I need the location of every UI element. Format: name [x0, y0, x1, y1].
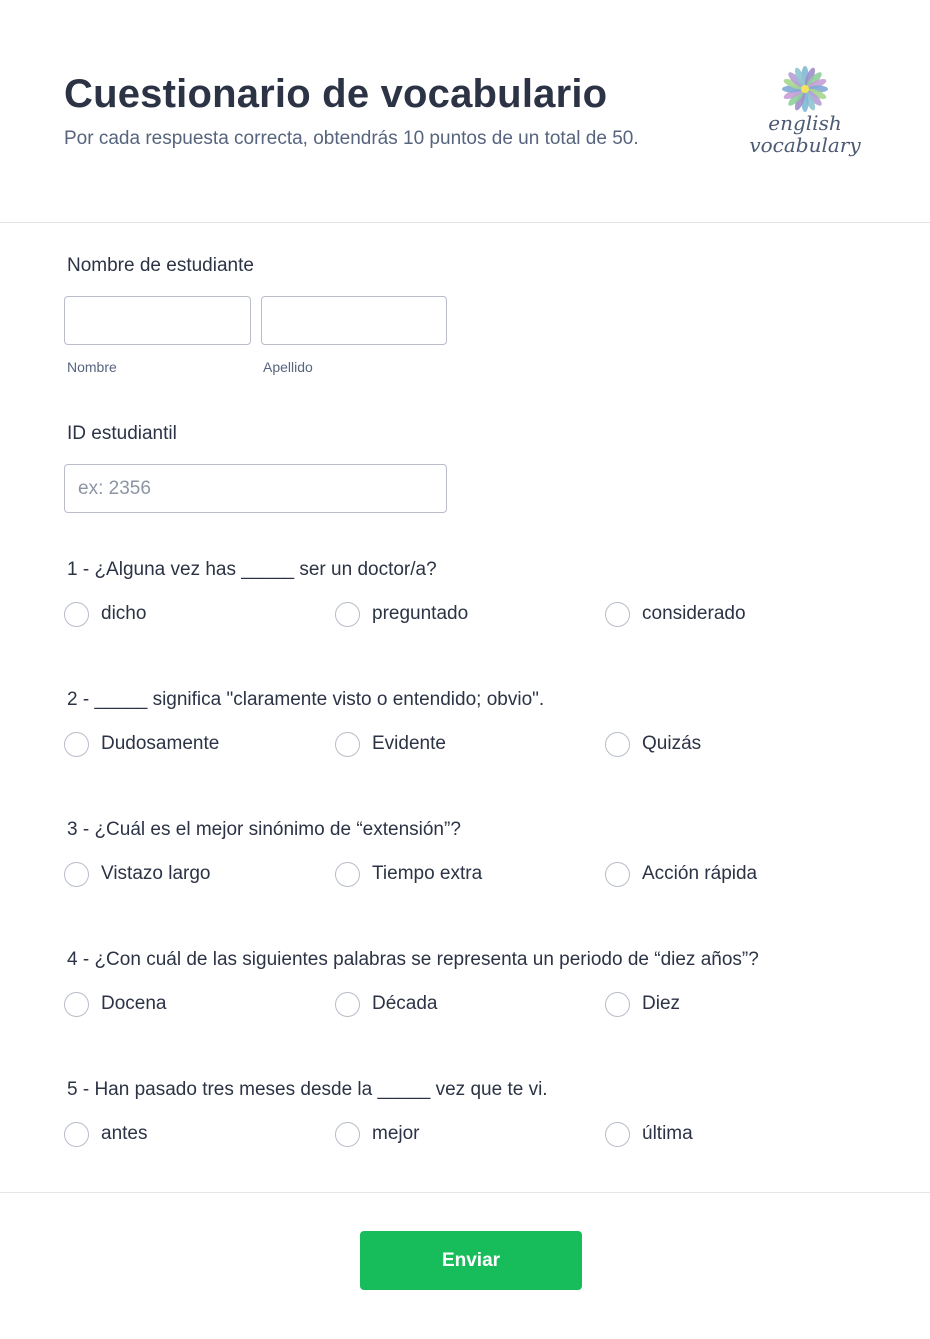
radio-button[interactable] [64, 602, 89, 627]
option-label: Acción rápida [642, 863, 758, 884]
radio-button[interactable] [335, 602, 360, 627]
option-label: Tiempo extra [372, 863, 483, 884]
last-name-sublabel: Apellido [263, 359, 313, 375]
option-label: Quizás [642, 733, 702, 754]
page-subtitle: Por cada respuesta correcta, obtendrás 10 puntos de un total de 50. [64, 128, 639, 149]
radio-button[interactable] [605, 732, 630, 757]
question-1-option-1[interactable] [64, 601, 146, 627]
radio-button[interactable] [335, 992, 360, 1017]
student-name-label: Nombre de estudiante [67, 255, 254, 276]
question-1-option-3[interactable] [605, 601, 746, 627]
question-4-option-2[interactable] [335, 991, 438, 1017]
first-name-input[interactable] [64, 296, 251, 345]
question-1-option-2[interactable] [335, 601, 468, 627]
question-2-text: 2 - _____ significa "claramente visto o entendido; obvio". [67, 689, 545, 710]
option-label: dicho [101, 603, 147, 624]
radio-button[interactable] [605, 992, 630, 1017]
option-label: Evidente [372, 733, 446, 754]
radio-button[interactable] [64, 992, 89, 1017]
option-label: última [642, 1123, 693, 1144]
option-label: Diez [642, 993, 681, 1014]
radio-button[interactable] [335, 732, 360, 757]
flower-logo-icon [778, 62, 832, 116]
option-label: Vistazo largo [101, 863, 211, 884]
option-label: preguntado [372, 603, 469, 624]
radio-button[interactable] [605, 1122, 630, 1147]
question-5-option-3[interactable] [605, 1121, 693, 1147]
radio-button[interactable] [64, 1122, 89, 1147]
logo-text-vocabulary: vocabulary [749, 133, 861, 157]
question-2-option-3[interactable] [605, 731, 701, 757]
question-3-option-1[interactable] [64, 861, 211, 887]
question-2-option-1[interactable] [64, 731, 219, 757]
option-label: antes [101, 1123, 148, 1144]
option-label: considerado [642, 603, 746, 624]
option-label: Década [372, 993, 438, 1014]
radio-button[interactable] [64, 862, 89, 887]
logo-text-english: english [768, 111, 842, 135]
radio-button[interactable] [605, 862, 630, 887]
student-id-label: ID estudiantil [67, 423, 177, 444]
footer-divider [0, 1192, 930, 1193]
question-3-option-3[interactable] [605, 861, 757, 887]
english-vocabulary-logo [740, 62, 870, 162]
page-title: Cuestionario de vocabulario [64, 72, 608, 116]
student-id-input[interactable] [64, 464, 447, 513]
question-5-option-2[interactable] [335, 1121, 420, 1147]
radio-button[interactable] [335, 1122, 360, 1147]
question-3-text: 3 - ¿Cuál es el mejor sinónimo de “extensión”? [67, 819, 461, 840]
question-4-option-3[interactable] [605, 991, 680, 1017]
question-3-option-2[interactable] [335, 861, 482, 887]
question-4-text: 4 - ¿Con cuál de las siguientes palabras se representa un periodo de “diez años”? [67, 949, 759, 970]
radio-button[interactable] [605, 602, 630, 627]
submit-button[interactable]: Enviar [360, 1231, 582, 1290]
question-4-option-1[interactable] [64, 991, 167, 1017]
radio-button[interactable] [335, 862, 360, 887]
question-2-option-2[interactable] [335, 731, 446, 757]
option-label: Docena [101, 993, 167, 1014]
question-5-option-1[interactable] [64, 1121, 147, 1147]
radio-button[interactable] [64, 732, 89, 757]
question-5-text: 5 - Han pasado tres meses desde la _____ vez que te vi. [67, 1079, 548, 1100]
first-name-sublabel: Nombre [67, 359, 117, 375]
question-1-text: 1 - ¿Alguna vez has _____ ser un doctor/a? [67, 559, 437, 580]
form-header [0, 0, 930, 223]
last-name-input[interactable] [261, 296, 447, 345]
option-label: Dudosamente [101, 733, 220, 754]
option-label: mejor [372, 1123, 420, 1144]
